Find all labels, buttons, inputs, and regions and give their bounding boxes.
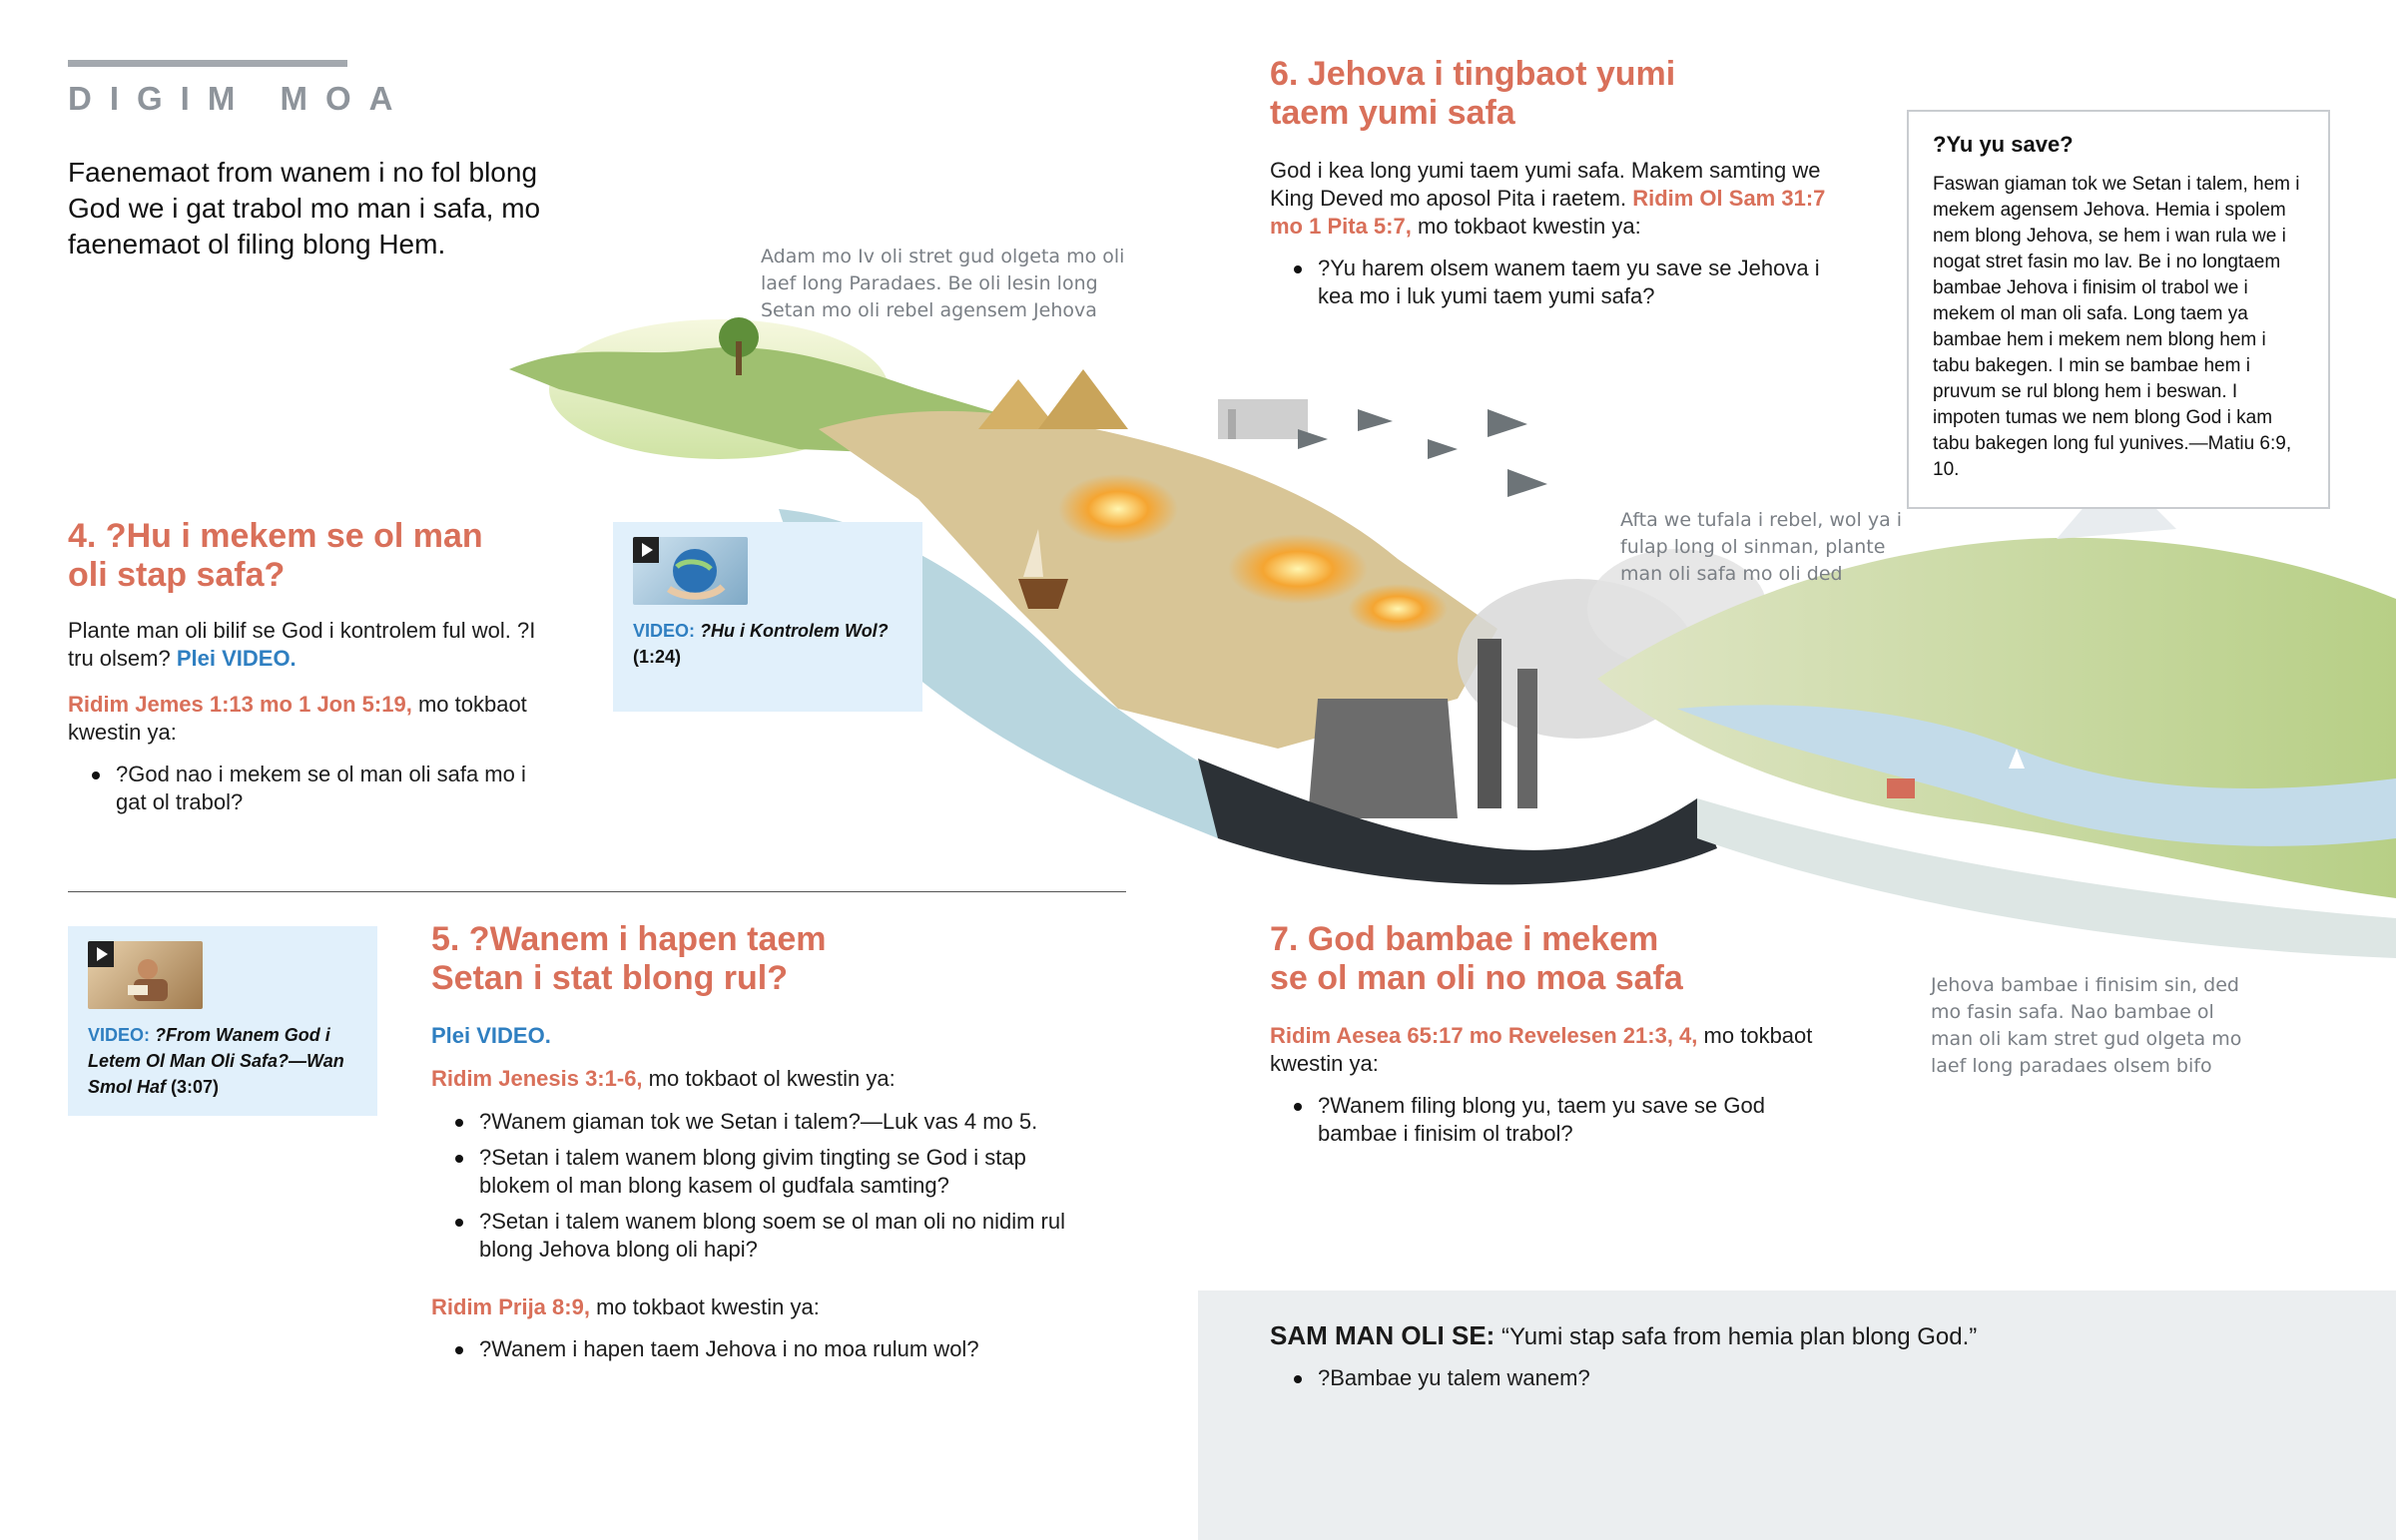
did-you-know-box (1907, 110, 2330, 509)
caption-future: Jehova bambae i finisim sin, ded mo fasin safa. Nao bambae ol man oli kam stret gud olgeta mo laef long paradaes olsem bifo (1931, 974, 2242, 1077)
warplanes (1298, 409, 1547, 497)
section6-questions (1270, 255, 1829, 318)
polluted-water (1198, 759, 1717, 884)
play-icon[interactable] (633, 537, 659, 563)
play-icon[interactable] (88, 941, 114, 967)
question-item: ?Setan i talem wanem blong soem se ol man oli no nidim rul blong Jehova blong oli hapi? (431, 1208, 1090, 1264)
video-thumbnail[interactable] (633, 537, 748, 605)
section4-body: Plante man oli bilif se God i kontrolem ful wol. ?I tru olsem? Plei VIDEO. (68, 618, 536, 671)
section5-reading2: Ridim Prija 8:9, mo tokbaot kwestin ya: (431, 1294, 820, 1319)
video-caption: VIDEO: ?Hu i Kontrolem Wol? (1:24) (633, 621, 889, 667)
intro-text: Faenemaot from wanem i no fol blong God we i gat trabol mo man i safa, mo faenemaot ol filing blong Hem. (68, 157, 541, 259)
house (1887, 778, 1915, 798)
some-say-quote: “Yumi stap safa from hemia plan blong God.” (1501, 1323, 1978, 1350)
section6-body: God i kea long yumi taem yumi safa. Makem samting we King Deved mo aposol Pita i raetem. Ridim Ol Sam 31:7 mo 1 Pita 5:7, mo tokbaot kwestin ya: (1270, 158, 1826, 239)
section5-play (431, 1022, 551, 1050)
question-item: ?God nao i mekem se ol man oli safa mo i gat ol trabol? (68, 761, 557, 816)
question-item: ?Wanem filing blong yu, taem yu save se God bambae i finisim ol trabol? (1270, 1092, 1839, 1148)
section5-reading1: Ridim Jenesis 3:1-6, mo tokbaot ol kwestin ya: (431, 1066, 896, 1091)
some-say-questions (1270, 1364, 2168, 1400)
caption-rebel: Afta we tufala i rebel, wol ya i fulap long ol sinman, plante man oli safa mo oli ded (1620, 509, 1903, 585)
caption-paradise: Adam mo Iv oli stret gud olgeta mo oli laef long Paradaes. Be oli lesin long Setan mo oli rebel agensem Jehova (761, 246, 1125, 321)
question-item: ?Setan i talem wanem blong givim tingting se God i stap blokem ol man blong kasem ol gudfala samting? (431, 1144, 1090, 1200)
factory-chimney (1478, 639, 1501, 808)
section5-questions-2 (431, 1335, 1090, 1371)
section4-questions (68, 761, 557, 824)
play-video-link[interactable]: Plei VIDEO. (431, 1023, 551, 1048)
did-you-know-body: Faswan giaman tok we Setan i talem, hem i mekem agensem Jehova. Hemia i spolem nem blong Jehova, se hem i wan rula we i nogat stret fasin mo lav. Be i no longtaem bambae Jehova i finisim ol trabol we i mekem ol man oli safa. Long taem ya bambae hem i mekem nem blong hem i tabu bakegen. I min se bambae hem i pruvum se rul blong hem i beswan. I impoten tumas we nem blong God i kam tabu bakegen long ful yunives.—Matiu 6:9, 10. (1933, 174, 2300, 480)
section-label: DIGIM MOA (68, 80, 411, 117)
fire (1058, 474, 1178, 544)
scripture-link[interactable]: Ridim Prija 8:9, (431, 1294, 590, 1319)
some-say-label: SAM MAN OLI SE: (1270, 1320, 1496, 1350)
header-accent-rule (68, 60, 347, 67)
section5-questions (431, 1108, 1090, 1272)
scripture-link[interactable]: Ridim Jenesis 3:1-6, (431, 1066, 643, 1091)
question-item: ?Wanem giaman tok we Setan i talem?—Luk vas 4 mo 5. (431, 1108, 1090, 1136)
video-thumbnail[interactable] (88, 941, 203, 1009)
section5-title: 5. ?Wanem i hapen taem Setan i stat blong rul? (431, 920, 827, 997)
video-caption: VIDEO: ?From Wanem God i Letem Ol Man Oli Safa?—Wan Smol Haf (3:07) (88, 1025, 344, 1097)
section-divider (68, 891, 1126, 892)
video-card-why-god-permits-suffering[interactable] (68, 926, 377, 1116)
scripture-link[interactable]: Ridim Ol Sam 31:7 mo 1 Pita 5:7, (1270, 186, 1826, 239)
question-item: ?Wanem i hapen taem Jehova i no moa rulum wol? (431, 1335, 1090, 1363)
section7-reading: Ridim Aesea 65:17 mo Revelesen 21:3, 4, mo tokbaot kwestin ya: (1270, 1023, 1813, 1076)
video-card-who-controls-world[interactable] (613, 522, 922, 712)
question-item: ?Yu harem olsem wanem taem yu save se Jehova i kea mo i luk yumi taem yumi safa? (1270, 255, 1829, 310)
cooling-tower (1308, 699, 1458, 818)
scripture-link[interactable]: Ridim Aesea 65:17 mo Revelesen 21:3, 4, (1270, 1023, 1698, 1048)
scripture-link[interactable]: Ridim Jemes 1:13 mo 1 Jon 5:19, (68, 692, 412, 717)
did-you-know-title: ?Yu yu save? (1933, 132, 2074, 157)
section7-title: 7. God bambae i mekem se ol man oli no moa safa (1270, 920, 1683, 997)
play-video-link[interactable]: Plei VIDEO. (176, 646, 297, 671)
section4-title: 4. ?Hu i mekem se ol man oli stap safa? (68, 517, 483, 594)
some-say-statement (1270, 1320, 2328, 1352)
question-item: ?Bambae yu talem wanem? (1270, 1364, 2168, 1392)
section7-questions (1270, 1092, 1839, 1156)
section6-title: 6. Jehova i tingbaot yumi taem yumi safa (1270, 55, 1676, 132)
section4-reading: Ridim Jemes 1:13 mo 1 Jon 5:19, mo tokbaot kwestin ya: (68, 692, 527, 745)
